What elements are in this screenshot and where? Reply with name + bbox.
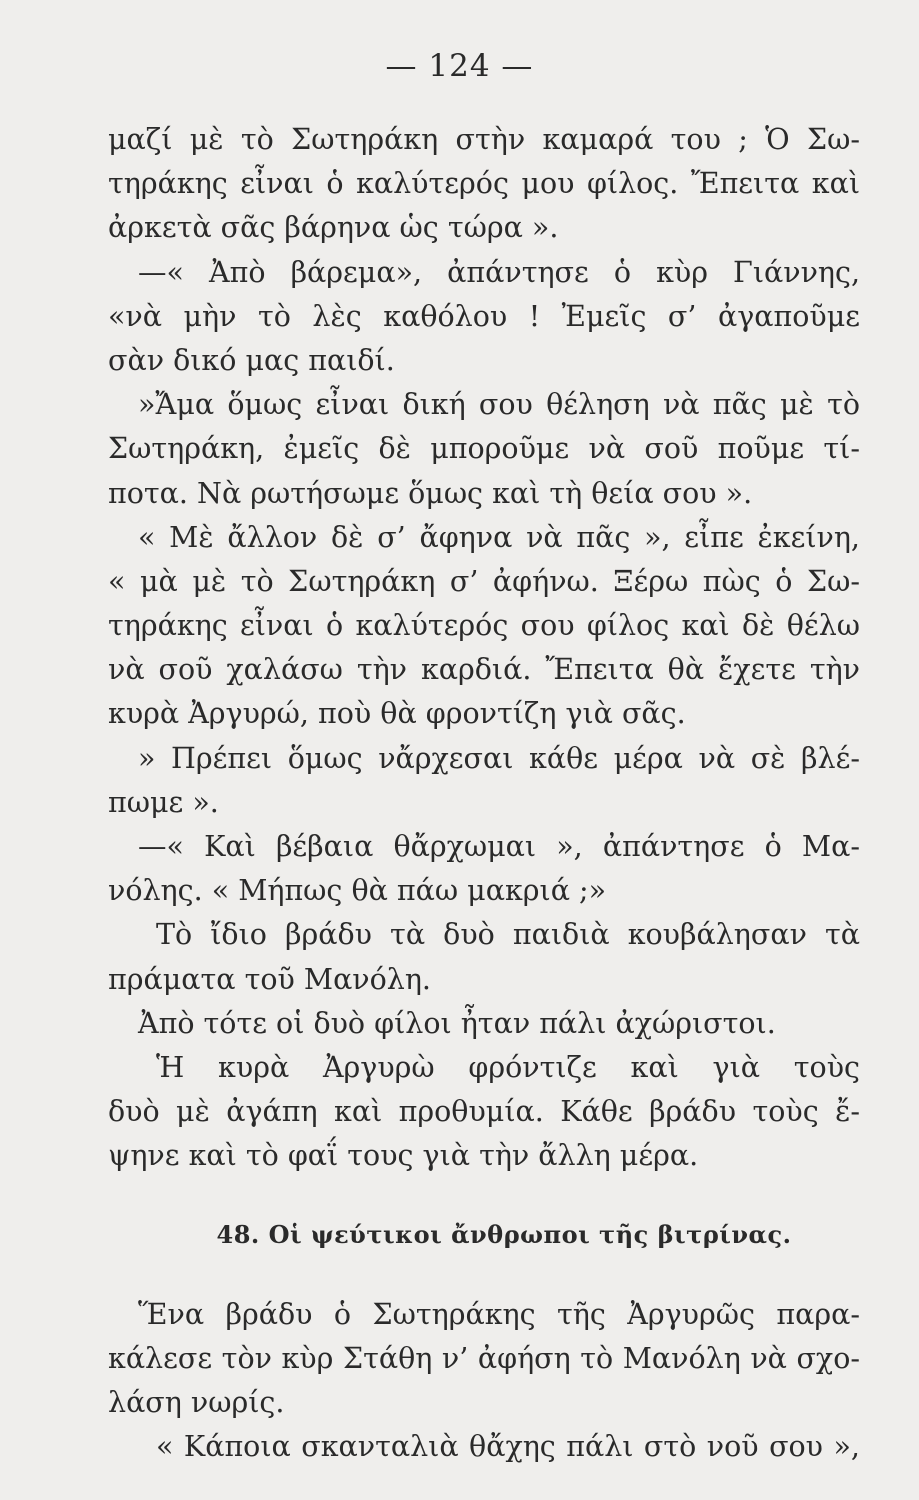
- text-line: « μὰ μὲ τὸ Σωτηράκη σ’ ἀφήνω. Ξέρω πὼς ὁ Σω-: [108, 564, 860, 598]
- text-line: δυὸ μὲ ἀγάπη καὶ προθυμία. Κάθε βράδυ τοὺς ἔ-: [108, 1095, 860, 1129]
- spacer: [108, 1179, 860, 1213]
- text-line: Σωτηράκη, ἐμεῖς δὲ μποροῦμε νὰ σοῦ ποῦμε τί-: [108, 432, 860, 466]
- text-line: » Πρέπει ὅμως νἄρχεσαι κάθε μέρα νὰ σὲ βλέ-: [138, 741, 860, 775]
- text-line: —« Ἀπὸ βάρεμα», ἀπάντησε ὁ κὺρ Γιάννης,: [138, 255, 860, 289]
- text-line: νόλης. « Μήπως θὰ πάω μακριά ;»: [108, 874, 607, 908]
- body-text: [108, 118, 860, 1469]
- text-line: —« Καὶ βέβαια θἄρχωμαι », ἀπάντησε ὁ Μα-: [138, 830, 860, 863]
- text-line: τηράκης εἶναι ὁ καλύτερός μου φίλος. Ἔπειτα καὶ: [108, 167, 860, 201]
- text-line: ποτα. Νὰ ρωτήσωμε ὅμως καὶ τὴ θεία σου ».: [108, 476, 753, 510]
- text-line: ψηνε καὶ τὸ φαΐ τους γιὰ τὴν ἄλλη μέρα.: [108, 1139, 699, 1173]
- text-line: »Ἄμα ὅμως εἶναι δική σου θέληση νὰ πᾶς μὲ τὸ: [138, 388, 860, 422]
- text-line: πράματα τοῦ Μανόλη.: [108, 962, 431, 996]
- text-line: κάλεσε τὸν κὺρ Στάθη ν’ ἀφήση τὸ Μανόλη νὰ σχο-: [108, 1341, 860, 1375]
- page-number: — 124 —: [385, 48, 534, 84]
- section-heading: 48. Οἱ ψεύτικοι ἄνθρωποι τῆς βιτρίνας.: [216, 1219, 792, 1249]
- text-line: « Μὲ ἄλλον δὲ σ’ ἄφηνα νὰ πᾶς », εἶπε ἐκείνη,: [138, 520, 860, 554]
- text-line: ἀρκετὰ σᾶς βάρηνα ὡς τώρα ».: [108, 211, 559, 245]
- text-line: τηράκης εἶναι ὁ καλύτερός σου φίλος καὶ δὲ θέλω: [108, 609, 860, 643]
- text-line: νὰ σοῦ χαλάσω τὴν καρδιά. Ἔπειτα θὰ ἔχετε τὴν: [108, 653, 860, 687]
- text-line: Ἕνα βράδυ ὁ Σωτηράκης τῆς Ἀργυρῶς παρα-: [138, 1297, 860, 1331]
- text-line: «νὰ μὴν τὸ λὲς καθόλου ! Ἐμεῖς σ’ ἀγαποῦμε: [108, 299, 860, 333]
- text-line: σὰν δικό μας παιδί.: [108, 343, 395, 377]
- text-line: Τὸ ἴδιο βράδυ τὰ δυὸ παιδιὰ κουβάλησαν τὰ: [156, 918, 860, 952]
- text-line: « Κάποια σκανταλιὰ θἄχης πάλι στὸ νοῦ σου »,: [156, 1430, 860, 1464]
- text-line: Ἡ κυρὰ Ἀργυρὼ φρόντιζε καὶ γιὰ τοὺς: [156, 1050, 860, 1084]
- text-line: μαζί μὲ τὸ Σωτηράκη στὴν καμαρά του ; Ὁ Σω-: [108, 123, 860, 156]
- text-line: λάση νωρίς.: [108, 1385, 285, 1419]
- text-line: Ἀπὸ τότε οἱ δυὸ φίλοι ἦταν πάλι ἀχώριστοι.: [138, 1006, 776, 1040]
- spacer: [108, 1257, 860, 1293]
- text-line: κυρὰ Ἀργυρώ, ποὺ θὰ φροντίζη γιὰ σᾶς.: [108, 697, 686, 731]
- text-line: πωμε ».: [108, 785, 219, 819]
